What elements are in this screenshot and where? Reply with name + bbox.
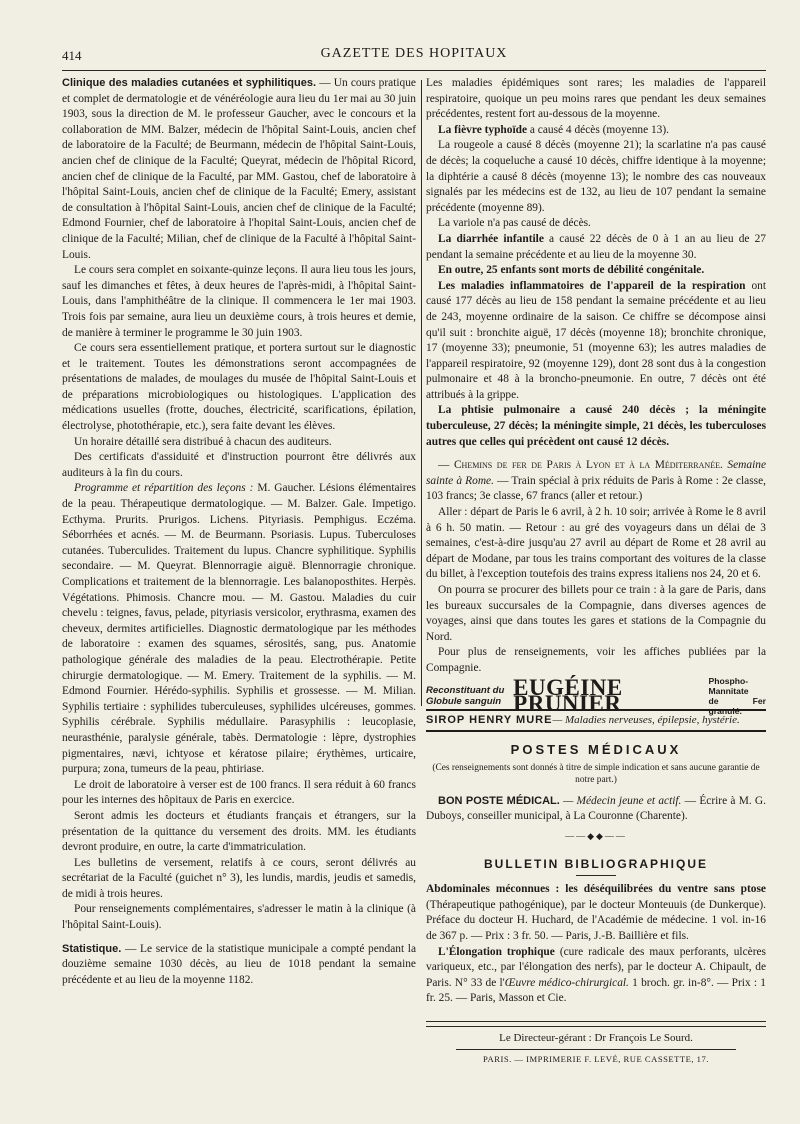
programme-paragraph [62, 481, 416, 777]
billets-paragraph: On pourra se procurer des billets pour ce train : à la gare de Paris, dans les bureaux succursales de la Compagnie, dans diverses agences de voyages, ainsi que dans toutes les gares et stations de la Compagnie du Nord. [426, 584, 766, 643]
debilite-paragraph: En outre, 25 enfants sont morts de débilité congénitale. [438, 264, 705, 277]
advert-right-line-2: de Fer granulé. [708, 695, 766, 716]
droit-paragraph: Le droit de laboratoire à verser est de 100 francs. Il sera réduit à 60 francs pour les internes des hôpitaux de Paris en exercice. [62, 778, 416, 807]
biblio-entry-2-series: Œuvre médico-chirurgical. [504, 976, 629, 989]
printer-imprint: PARIS. — IMPRIMERIE F. LEVÉ, RUE CASSETTE, 17. [456, 1049, 736, 1068]
cours-paragraph-1 [62, 76, 416, 263]
rougeole-paragraph: La rougeole a causé 8 décès (moyenne 21); la scarlatine n'a pas causé de décès; la coqueluche a causé 10 décès, chiffre identique à la moyenne; la diphtérie a causé 8 décès (moyenne 13); le nombre des cas nouveaux signalés par les médecins est de 132, au lieu de 107 pendant la semaine précédente (moyenne 89). [426, 139, 766, 214]
statistique-paragraph [62, 942, 416, 989]
cours-paragraph-2: Le cours sera complet en soixante-quinze leçons. Il aura lieu tous les jours, sauf les dimanches et fêtes, à deux heures de l'après-midi, à l'hôpital Saint-Louis, dans l'amphithéâtre de la clinique. Il commencera le 1er mai 1903. Trois fois par semaine, aura lieu un deuxième cours, à trois heures et demie, de manière à terminer le programme le 30 juin 1903. [62, 264, 416, 339]
cours-paragraph-5: Des certificats d'assiduité et d'instruction pourront être délivrés aux auditeurs à la fin du cours. [62, 451, 416, 479]
imprint-rule [426, 1021, 766, 1027]
right-column [426, 76, 766, 1068]
eugeine-prunier-advert [426, 674, 766, 733]
diarrhee-text: a causé 22 décès de 0 à 1 an au lieu de 27 pendant la semaine précédente et au lieu de la moyenne 30. [426, 232, 766, 261]
biblio-entry-1-title: Abdominales méconnues : les déséquilibrées du ventre sans ptose [426, 883, 766, 896]
variole-paragraph: La variole n'a pas causé de décès. [438, 217, 591, 230]
sirop-tagline: — Maladies nerveuses, épilepsie, hystérie. [552, 713, 740, 726]
sirop-name: SIROP HENRY MURE [426, 713, 553, 726]
advert-brand-name: EUGÉINE PRUNIER [513, 674, 623, 716]
aller-paragraph: Aller : départ de Paris le 6 avril, à 2 h. 10 soir; arrivée à Rome le 8 avril à 6 h. 50 matin. — Retour : au gré des voyageurs dans un délai de 3 semaines, c'est-à-dire jusqu'au 27 avril au départ de Rome et 28 avril au départ de Modane, par tous les trains comportant des voitures de la classe du billet, à l'exception toutefois des trains express italiens nos 24, 20 et 6. [426, 506, 766, 581]
bulletins-paragraph: Les bulletins de versement, relatifs à ce cours, seront délivrés au secrétariat de la Faculté (guichet n° 3), les lundis, mardis, jeudis et samedis, de midi à trois heures. [62, 856, 416, 900]
bulletin-bibliographique-title: BULLETIN BIBLIOGRAPHIQUE [484, 856, 708, 871]
advert-left-text [426, 685, 513, 707]
programme-text: M. Gaucher. Lésions élémentaires de la peau. Thérapeutique dermatologique. — M. Balzer. Gale. Impetigo. Ecthyma. Prurits. Prurigos. Lichens. Pityriasis. Pemphigus. Eczéma. Séborrhées et acnés. — M. de Beurmann. Psoriasis. Lupus. Tuberculoses cutanées. Tuberculides. Traitement du lupus. Chancre syphilitique. Syphilis secondaire. — M. Queyrat. Blennorragie aiguë. Blennorragie chronique. Complications et traitement de la blennorragie. Les balanoposthites. Herpès. Végétations. Phimosis. Chancre mou. — M. Gastou. Maladies du cuir chevelu : teignes, favus, pelade, pityriasis versicolor, erythrasma, examen des cheveux, dermites artificielles. Diagnostic dermatologique par les méthodes de laboratoire : examen des squames, sérosités, sang, pus. Anatomie pathologique générale des maladies de la peau. Electrothérapie. Petite chirurgie dermatologique. — M. Emery. Traitement de la syphilis. — M. Edmond Fournier. Hérédo-syphilis. Syphilis et grossesse. — M. Milian. Syphilis tertiaire : syphilides tuberculeuses, syphilides ulcéreuses, gommes. Syphilis cérébrale. Syphilis médullaire. Parasyphilis : leucoplasie, neurasthénie, paralysie générale, tabès. Dermatologie : lèpre, dystrophies pigmentaires, nævi, ichtyose et kératose pilaire; érythèmes, urticaire, purpura; zona, tumeurs de la peau, phtiriase. [62, 482, 416, 776]
statistique-text: — Le service de la statistique municipale a compté pendant la douzième semaine 1030 décès, au lieu de 1018 pendant la semaine précédente et au lieu de la moyenne 1182. [62, 942, 417, 986]
biblio-entry-2-title: L'Élongation trophique [438, 945, 555, 958]
typhoide-paragraph [426, 123, 766, 139]
affiches-paragraph: Pour plus de renseignements, voir les affiches publiées par la Compagnie. [426, 646, 766, 674]
biblio-entry-1-text: (Thérapeutique pathogénique), par le docteur Monteuuis (de Dunkerque). Préface du docteur H. Huchard, de l'Académie de médecine. 1 vol. in-16 de 367 p. — Prix : 3 fr. 50. — Paris, J.-B. Baillière et fils. [426, 898, 766, 942]
column-divider [421, 80, 422, 706]
cours-text-1: — Un cours pratique et complet de dermatologie et de vénéréologie aura lieu du 1er mai au 30 juin 1903, sous la direction de M. le professeur Gaucher, avec le concours et la collaboration de MM. Balzer, médecin de l'hôpital Saint-Louis, ancien chef de laboratoire de la Faculté; de Beurmann, médecin de l'hôpital Saint-Louis, ancien chef de clinique de la Faculté; Queyrat, médecin de l'hôpital Ricord, ancien chef de clinique de la Faculté, par MM. Gastou, chef de laboratoire à l'hôpital Saint-Louis, ancien chef de clinique de la Faculté; Emery, assistant de consultation à l'hôpital Saint-Louis, ancien chef de clinique de la Faculté; Edmond Fournier, chef de laboratoire à l'hopital Saint-Louis, ancien chef de clinique de la Faculté; Milian, chef de clinique de la Faculté à l'hôpital Saint-Louis. [62, 77, 416, 261]
poste-text: — Écrire à M. G. Duboys, conseiller municipal, à La Couronne (Charente). [426, 794, 767, 823]
biblio-entry-2-end: 1 broch. gr. in-8°. — Prix : 1 fr. 25. — Paris, Masson et Cie. [426, 976, 766, 1005]
advert-right-line-1: Phospho-Mannitate [708, 675, 749, 696]
postes-medicaux-title: POSTES MÉDICAUX [510, 742, 682, 758]
cours-paragraph-4: Un horaire détaillé sera distribué à chacun des auditeurs. [74, 435, 332, 448]
chemins-text: — Train spécial à prix réduits de Paris à Rome : 2e classe, 103 francs; 3e classe, 67 francs (aller et retour.) [426, 474, 766, 503]
respiration-paragraph [426, 279, 766, 404]
cours-paragraph-3: Ce cours sera essentiellement pratique, et portera surtout sur le diagnostic et le traitement. Toutes les démonstrations seront accompagnées de présentations de malades, de moulages du musée de l'hôpital Saint-Louis et de préparations microbiologiques ou histologiques. L'application des médications usuelles (frotte, douches, électricité, scarifications, épilation, électrolyse, photothérapie, etc.), sera faite devant les élèves. [62, 342, 416, 433]
biblio-entry-1 [426, 882, 766, 944]
journal-title: GAZETTE DES HOPITAUX [320, 46, 508, 61]
chemins-heading: — Chemins de fer de Paris à Lyon et à la Méditerranée. [438, 459, 723, 472]
page-header [62, 44, 766, 71]
epidemie-paragraph: Les maladies épidémiques sont rares; les maladies de l'appareil respiratoire, quoique un peu moins rares que pendant les deux semaines précédentes, restent fort au-dessous de la moyenne. [426, 77, 766, 121]
page-number: 414 [62, 48, 82, 63]
postes-note: (Ces renseignements sont donnés à titre de simple indication et sans aucune garantie de notre part.) [432, 762, 760, 785]
biblio-entry-2 [426, 945, 766, 1007]
biblio-entry-2-text: (cure radicale des maux perforants, ulcères variqueux, etc., par l'élongation des nerfs), par le docteur A. Chipault, de Paris. N° 33 de l' [426, 945, 766, 989]
advert-row [426, 674, 766, 716]
statistique-heading: Statistique. [62, 942, 122, 955]
sirop-advert [426, 709, 766, 733]
advert-left-line-1: Reconstituant du [426, 684, 505, 696]
respiration-text: ont causé 177 décès au lieu de 158 pendant la semaine précédente et au lieu de 243, moyenne ordinaire de la saison. Ce chiffre se décompose ainsi qu'il suit : bronchite aiguë, 17 décès (moyenne 18); bronchite chronique, 17 (moyenne 33); pneumonie, 51 (moyenne 63); les autres maladies de l'appareil respiratoire, 92 (moyenne 129), dont 28 sont dus à la congestion pulmonaire et 48 à la broncho-pneumonie. En outre, 7 décès ont été attribués à la grippe. [426, 279, 766, 401]
chemins-subtitle: Semaine sainte à Rome. [426, 459, 766, 487]
chemins-paragraph [426, 458, 766, 505]
typhoide-text: a causé 4 décès (moyenne 13). [527, 123, 670, 136]
programme-label: Programme et répartition des leçons : [74, 482, 254, 495]
advert-left-line-2: Globule sanguin [426, 695, 502, 707]
ornament-divider: ——◆◆—— [565, 830, 627, 841]
advert-right-text [708, 676, 766, 716]
diarrhee-label: La diarrhée infantile [438, 232, 544, 245]
seront-paragraph: Seront admis les docteurs et étudiants français et étrangers, sur la présentation de la quittance du versement des droits. MM. les étudiants devront produire, en outre, la carte d'immatriculation. [62, 809, 416, 854]
directeur-gerant: Le Directeur-gérant : Dr François Le Sourd. [499, 1031, 693, 1044]
poste-label: BON POSTE MÉDICAL. [438, 794, 560, 807]
left-column [62, 76, 416, 988]
cours-heading: Clinique des maladies cutanées et syphilitiques. [62, 77, 317, 89]
title-rule [576, 875, 616, 876]
renseignements-paragraph: Pour renseignements complémentaires, s'adresser le matin à la clinique (à l'hôpital Saint-Louis). [62, 903, 416, 932]
respiration-label: Les maladies inflammatoires de l'appareil de la respiration [438, 279, 746, 292]
phtisie-paragraph: La phtisie pulmonaire a causé 240 décès ; la méningite tuberculeuse, 27 décès; la méningite simple, 21 décès, les tuberculoses autres que celles qui précèdent ont causé 12 décès. [426, 404, 766, 448]
poste-paragraph [426, 794, 766, 825]
poste-subtitle: — Médecin jeune et actif. [559, 794, 682, 807]
diarrhee-paragraph [426, 232, 766, 263]
typhoide-label: La fièvre typhoïde [438, 123, 528, 136]
